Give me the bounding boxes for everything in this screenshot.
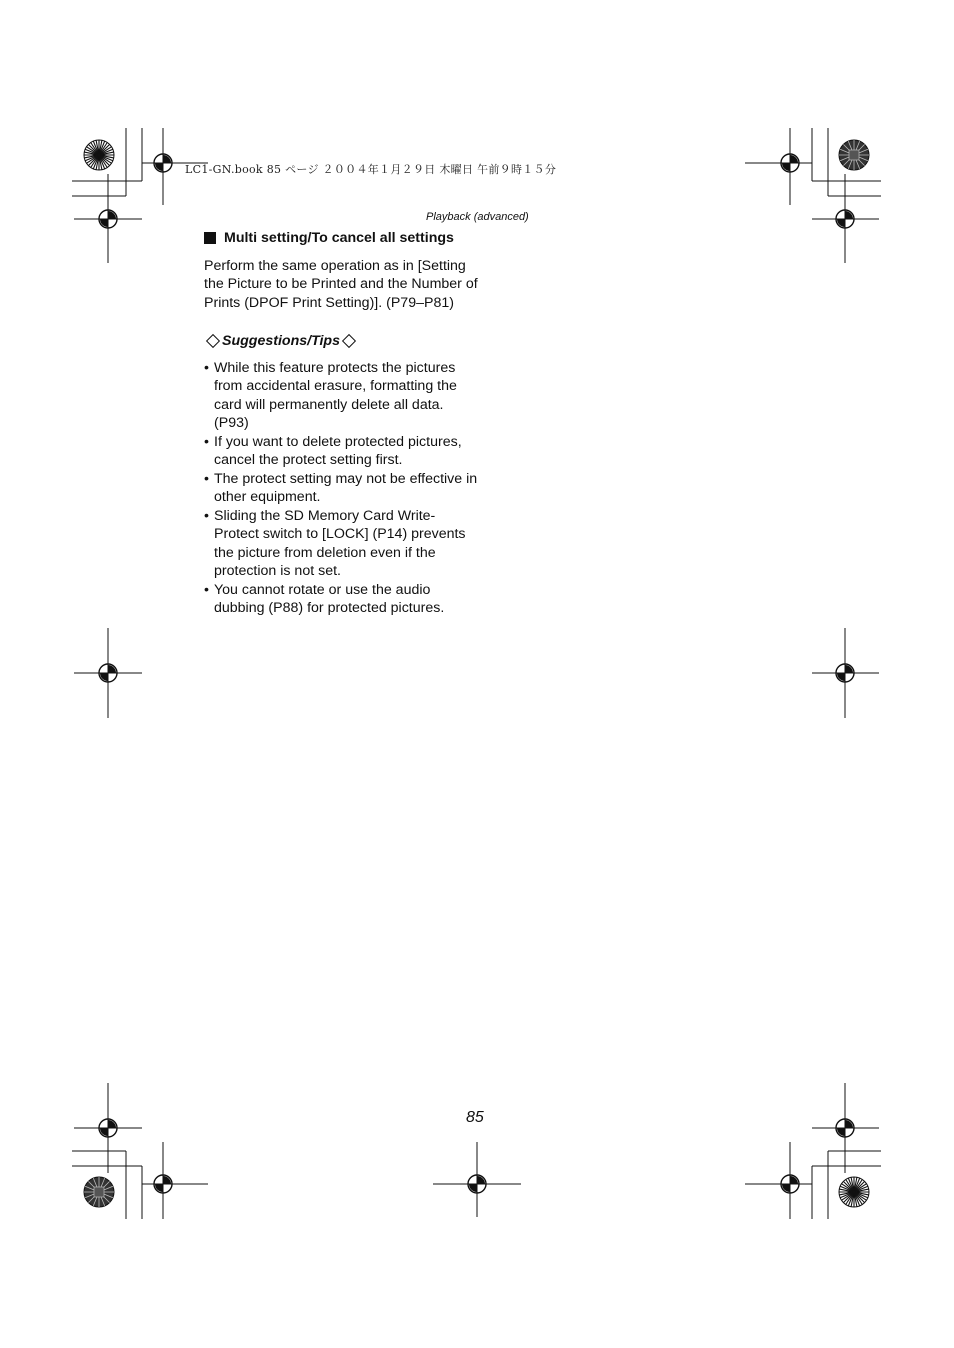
list-item — [204, 507, 479, 581]
bullet: • — [204, 507, 209, 524]
page-content — [204, 229, 479, 618]
section-heading — [204, 229, 479, 248]
tip-text: If you want to delete protected pictures, cancel the protect setting first. — [214, 433, 462, 468]
list-item — [204, 359, 479, 433]
list-item — [204, 470, 479, 507]
bullet: • — [204, 433, 209, 450]
diamond-icon — [206, 334, 220, 348]
tip-text: The protect setting may not be effective in other equipment. — [214, 470, 478, 505]
black-square-icon — [204, 232, 216, 244]
section-title: Multi setting/To cancel all settings — [224, 230, 454, 246]
list-item — [204, 433, 479, 470]
diamond-icon — [342, 334, 356, 348]
bullet: • — [204, 581, 209, 598]
bullet: • — [204, 470, 209, 487]
file-info-header: LC1-GN.book 85 ページ ２００４年１月２９日 木曜日 午前９時１５分 — [185, 163, 557, 176]
tip-text: While this feature protects the pictures from accidental erasure, formatting the card will permanently delete all data. (P93) — [214, 359, 457, 431]
running-head: Playback (advanced) — [426, 211, 529, 223]
tip-text: You cannot rotate or use the audio dubbing (P88) for protected pictures. — [214, 581, 445, 616]
page-number: 85 — [466, 1109, 484, 1126]
tip-text: Sliding the SD Memory Card Write-Protect switch to [LOCK] (P14) prevents the picture from deletion even if the protection is not set. — [214, 507, 466, 579]
list-item — [204, 581, 479, 618]
intro-paragraph: Perform the same operation as in [Setting the Picture to be Printed and the Number of Prints (DPOF Print Setting)]. (P79–P81) — [204, 257, 478, 311]
bullet: • — [204, 359, 209, 376]
tips-heading — [204, 332, 479, 351]
tips-title: Suggestions/Tips — [222, 333, 340, 349]
tips-list — [204, 359, 479, 618]
